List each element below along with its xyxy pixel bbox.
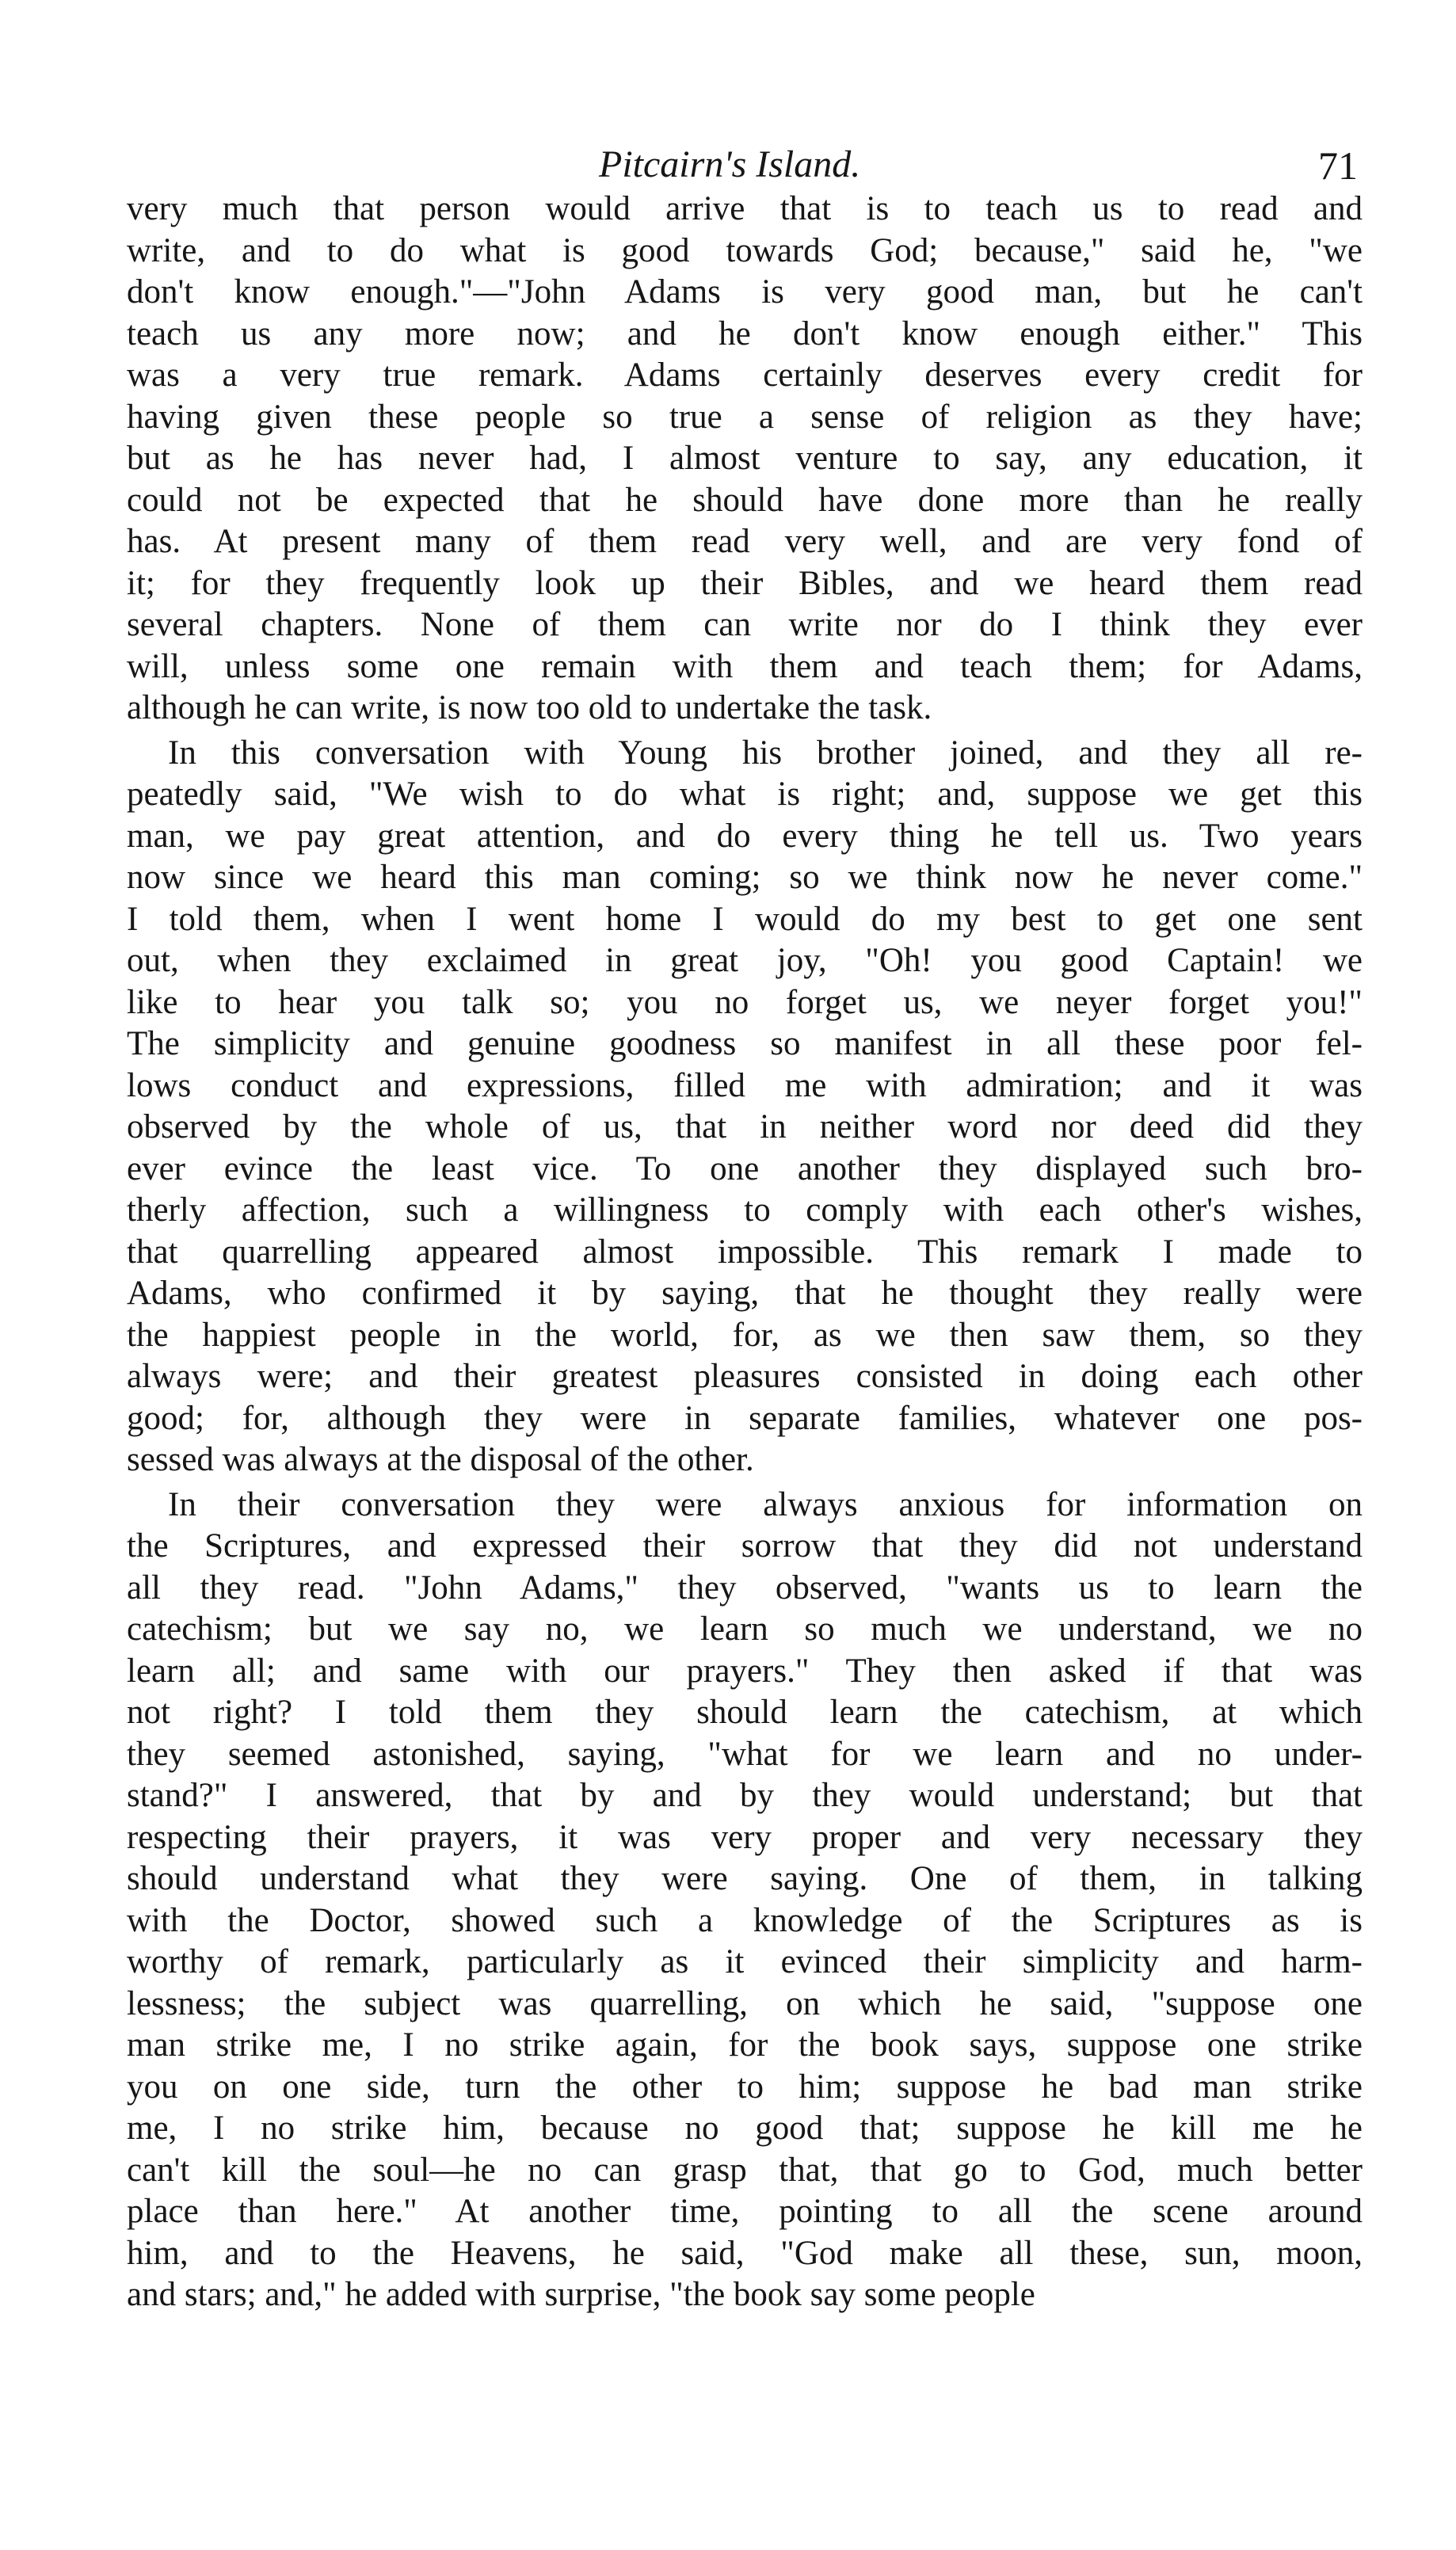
text-line: but as he has never had, I almost venture to say, any education, it: [127, 440, 1363, 477]
text-line: write, and to do what is good towards God; because," said he, "we: [127, 231, 1363, 269]
text-line: therly affection, such a willingness to comply with each other's wishes,: [127, 1191, 1363, 1229]
text-line: lessness; the subject was quarrelling, on which he said, "suppose one: [127, 1984, 1363, 2022]
text-line: worthy of remark, particularly as it evinced their simplicity and harm-: [127, 1943, 1363, 1980]
text-line: place than here." At another time, pointing to all the scene around: [127, 2193, 1363, 2230]
text-line: observed by the whole of us, that in neither word nor deed did they: [127, 1108, 1363, 1145]
text-line: In this conversation with Young his brother joined, and they all re-: [168, 734, 1363, 772]
text-line: I told them, when I went home I would do my best to get one sent: [127, 900, 1363, 938]
text-line: learn all; and same with our prayers." They then asked if that was: [127, 1652, 1363, 1690]
text-line: it; for they frequently look up their Bibles, and we heard them read: [127, 564, 1363, 602]
page-number: 71: [1318, 143, 1358, 188]
text-line: In their conversation they were always anxious for information on: [168, 1485, 1363, 1523]
body-text: [127, 189, 1363, 2316]
text-line: Adams, who confirmed it by saying, that he thought they really were: [127, 1275, 1363, 1312]
text-line: not right? I told them they should learn the catechism, at which: [127, 1694, 1363, 1731]
running-head: [127, 119, 1363, 188]
text-line: like to hear you talk so; you no forget us, we neyer forget you!": [127, 983, 1363, 1021]
text-line: several chapters. None of them can write nor do I think they ever: [127, 606, 1363, 643]
text-line: stand?" I answered, that by and by they would understand; but that: [127, 1777, 1363, 1814]
text-line: the happiest people in the world, for, as we then saw them, so they: [127, 1316, 1363, 1354]
text-line: good; for, although they were in separate families, whatever one pos-: [127, 1399, 1363, 1437]
text-line: that quarrelling appeared almost impossible. This remark I made to: [127, 1233, 1363, 1271]
text-line: should understand what they were saying. One of them, in talking: [127, 1860, 1363, 1897]
text-line: catechism; but we say no, we learn so much we understand, we no: [127, 1610, 1363, 1648]
text-line: you on one side, turn the other to him; suppose he bad man strike: [127, 2068, 1363, 2106]
paragraph: [127, 1485, 1363, 2316]
text-line: ever evince the least vice. To one another they displayed such bro-: [127, 1149, 1363, 1187]
text-line: me, I no strike him, because no good that; suppose he kill me he: [127, 2110, 1363, 2147]
text-line: all they read. "John Adams," they observed, "wants us to learn the: [127, 1568, 1363, 1607]
text-line: him, and to the Heavens, he said, "God make all these, sun, moon,: [127, 2234, 1363, 2272]
text-line: will, unless some one remain with them and teach them; for Adams,: [127, 647, 1363, 685]
text-line: out, when they exclaimed in great joy, "Oh! you good Captain! we: [127, 942, 1363, 979]
text-line: and stars; and," he added with surprise, "the book say some people: [127, 2276, 1035, 2313]
book-page: [127, 119, 1363, 2316]
paragraph: [127, 733, 1363, 1481]
text-line: lows conduct and expressions, filled me with admiration; and it was: [127, 1066, 1363, 1104]
text-line: now since we heard this man coming; so we think now he never come.": [127, 859, 1363, 896]
text-line: with the Doctor, showed such a knowledge of the Scriptures as is: [127, 1901, 1363, 1939]
text-line: they seemed astonished, saying, "what for we learn and no under-: [127, 1735, 1363, 1773]
text-line: can't kill the soul—he no can grasp that, that go to God, much better: [127, 2151, 1363, 2189]
text-line: don't know enough."—"John Adams is very good man, but he can't: [127, 273, 1363, 311]
text-line: having given these people so true a sense of religion as they have;: [127, 398, 1363, 436]
text-line: sessed was always at the disposal of the other.: [127, 1441, 754, 1478]
running-title: Pitcairn's Island.: [599, 143, 861, 185]
text-line: teach us any more now; and he don't know enough either." This: [127, 314, 1363, 353]
text-line: man, we pay great attention, and do every thing he tell us. Two years: [127, 817, 1363, 855]
text-line: was a very true remark. Adams certainly deserves every credit for: [127, 356, 1363, 394]
text-line: The simplicity and genuine goodness so manifest in all these poor fel-: [127, 1025, 1363, 1062]
text-line: could not be expected that he should have done more than he really: [127, 481, 1363, 519]
text-line: very much that person would arrive that is to teach us to read and: [127, 190, 1363, 227]
text-line: has. At present many of them read very well, and are very fond of: [127, 523, 1363, 560]
text-line: respecting their prayers, it was very proper and very necessary they: [127, 1818, 1363, 1856]
text-line: the Scriptures, and expressed their sorrow that they did not understand: [127, 1527, 1363, 1565]
text-line: always were; and their greatest pleasures consisted in doing each other: [127, 1358, 1363, 1395]
text-line: peatedly said, "We wish to do what is right; and, suppose we get this: [127, 776, 1363, 813]
paragraph: [127, 189, 1363, 730]
text-line: although he can write, is now too old to undertake the task.: [127, 689, 932, 726]
text-line: man strike me, I no strike again, for the book says, suppose one strike: [127, 2026, 1363, 2064]
